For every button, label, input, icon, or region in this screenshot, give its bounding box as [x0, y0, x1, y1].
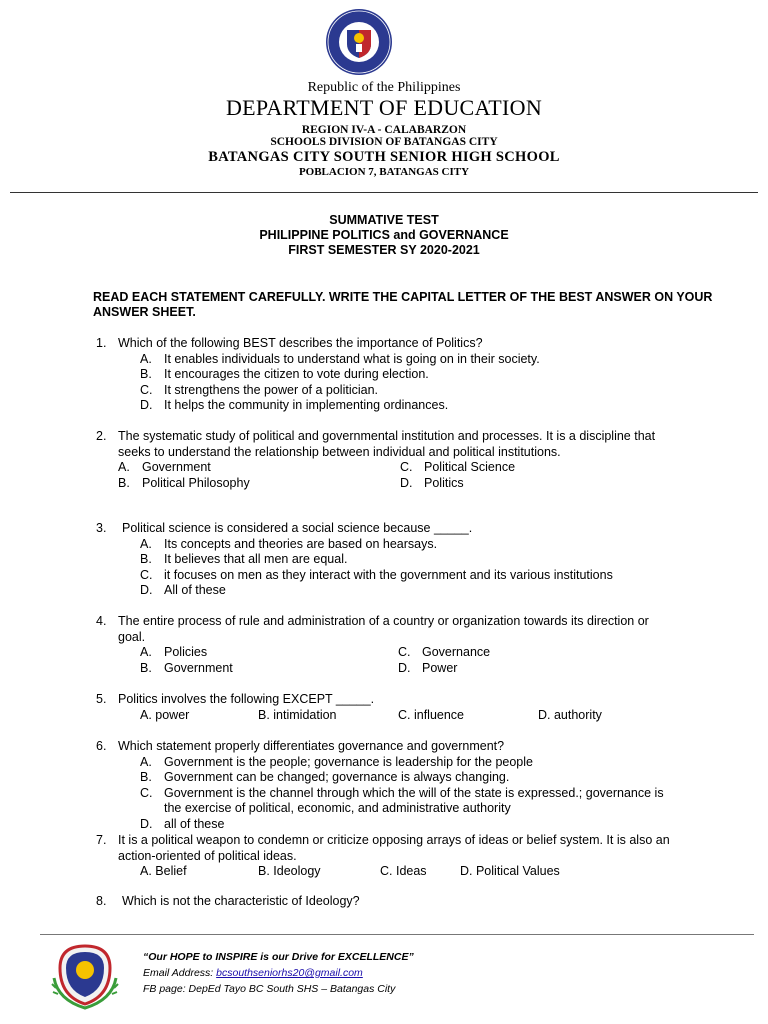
test-instruction: READ EACH STATEMENT CAREFULLY. WRITE THE CAPITAL LETTER OF THE BEST ANSWER ON YOUR ANSWER SHEET.: [93, 290, 713, 319]
question-text: Politics involves the following EXCEPT _____.: [118, 692, 375, 706]
option: D. authority: [538, 707, 602, 722]
email-line: [143, 967, 363, 979]
question-text: Which statement properly differentiates governance and government?: [118, 739, 505, 753]
option: D. Power: [398, 660, 458, 675]
email-link[interactable]: bcsouthseniorhs20@gmail.com: [216, 967, 363, 979]
question-number: 3.: [96, 521, 107, 535]
question-6: [96, 739, 678, 832]
option: C. Government is the channel through which the will of the state is expressed.; governance is the exercise of political, economic, and administrative authority: [140, 785, 664, 815]
option: B. Government can be changed; governance is always changing.: [140, 770, 510, 784]
option: D. all of these: [140, 816, 225, 831]
header-divider: [10, 192, 758, 193]
school-address: POBLACION 7, BATANGAS CITY: [298, 166, 470, 178]
question-number: 4.: [96, 614, 107, 628]
option: A. Its concepts and theories are based on hearsays.: [140, 536, 438, 551]
question-number: 2.: [96, 429, 107, 443]
question-5: [96, 692, 678, 723]
option: B. Government: [140, 660, 233, 675]
option: B. It believes that all men are equal.: [140, 552, 348, 566]
test-term: FIRST SEMESTER SY 2020-2021: [288, 243, 480, 257]
question-3: [96, 521, 682, 599]
question-4: [96, 614, 678, 676]
question-number: 1.: [96, 336, 107, 350]
question-text: Which is not the characteristic of Ideology?: [122, 894, 360, 908]
option: D. Politics: [400, 475, 464, 490]
option: B. Political Philosophy: [118, 475, 250, 490]
option: C. It strengthens the power of a politician.: [140, 382, 379, 397]
option: B. It encourages the citizen to vote during election.: [140, 367, 429, 381]
option: D. All of these: [140, 583, 226, 597]
department-title: DEPARTMENT OF EDUCATION: [225, 95, 543, 120]
fb-page: FB page: DepEd Tayo BC South SHS – Batangas City: [143, 983, 396, 995]
school-name: BATANGAS CITY SOUTH SENIOR HIGH SCHOOL: [208, 149, 560, 165]
question-7: [96, 833, 678, 880]
option: C. influence: [398, 707, 465, 722]
option: C. Governance: [398, 645, 491, 659]
test-title: SUMMATIVE TEST: [329, 213, 439, 227]
test-subject: PHILIPPINE POLITICS and GOVERNANCE: [259, 228, 509, 242]
question-text: It is a political weapon to condemn or criticize opposing arrays of ideas or belief system. It is also an action-oriented of political ideas.: [118, 833, 670, 863]
option: D. Political Values: [460, 864, 560, 878]
question-number: 5.: [96, 692, 107, 706]
republic-text: Republic of the Philippines: [307, 80, 461, 95]
option: C. Ideas: [380, 864, 427, 878]
option: D. It helps the community in implementing ordinances.: [140, 398, 449, 412]
school-motto: “Our HOPE to INSPIRE is our Drive for EXCELLENCE”: [143, 951, 414, 963]
question-text: The entire process of rule and administration of a country or organization towards its direction or goal.: [118, 614, 649, 644]
footer-divider: [40, 934, 754, 935]
question-text: Which of the following BEST describes the importance of Politics?: [118, 336, 483, 350]
option: A. Policies: [140, 645, 208, 659]
option: A. power: [140, 707, 190, 722]
email-label: Email Address:: [143, 967, 217, 979]
question-2: [96, 429, 678, 491]
school-logo: [50, 938, 120, 1010]
question-8: [96, 894, 682, 910]
region-text: REGION IV-A - CALABARZON: [301, 124, 467, 136]
question-number: 6.: [96, 739, 107, 753]
question-text: The systematic study of political and governmental institution and processes. It is a discipline that seeks to understand the relationship between individual and political institutions.: [118, 429, 656, 459]
option: A. It enables individuals to understand what is going on in their society.: [140, 351, 540, 366]
option: A. Government: [118, 460, 211, 474]
question-text: Political science is considered a social science because _____.: [122, 521, 473, 535]
option: C. it focuses on men as they interact with the government and its various institutions: [140, 567, 613, 582]
question-number: 8.: [96, 894, 107, 908]
question-1: [96, 336, 678, 414]
option: A. Government is the people; governance is leadership for the people: [140, 754, 533, 769]
option: A. Belief: [140, 864, 187, 878]
option: B. intimidation: [258, 707, 337, 722]
option: C. Political Science: [400, 460, 516, 474]
question-number: 7.: [96, 833, 107, 847]
deped-seal-logo: [325, 8, 393, 76]
division-text: SCHOOLS DIVISION OF BATANGAS CITY: [270, 136, 498, 148]
option: B. Ideology: [258, 864, 321, 878]
